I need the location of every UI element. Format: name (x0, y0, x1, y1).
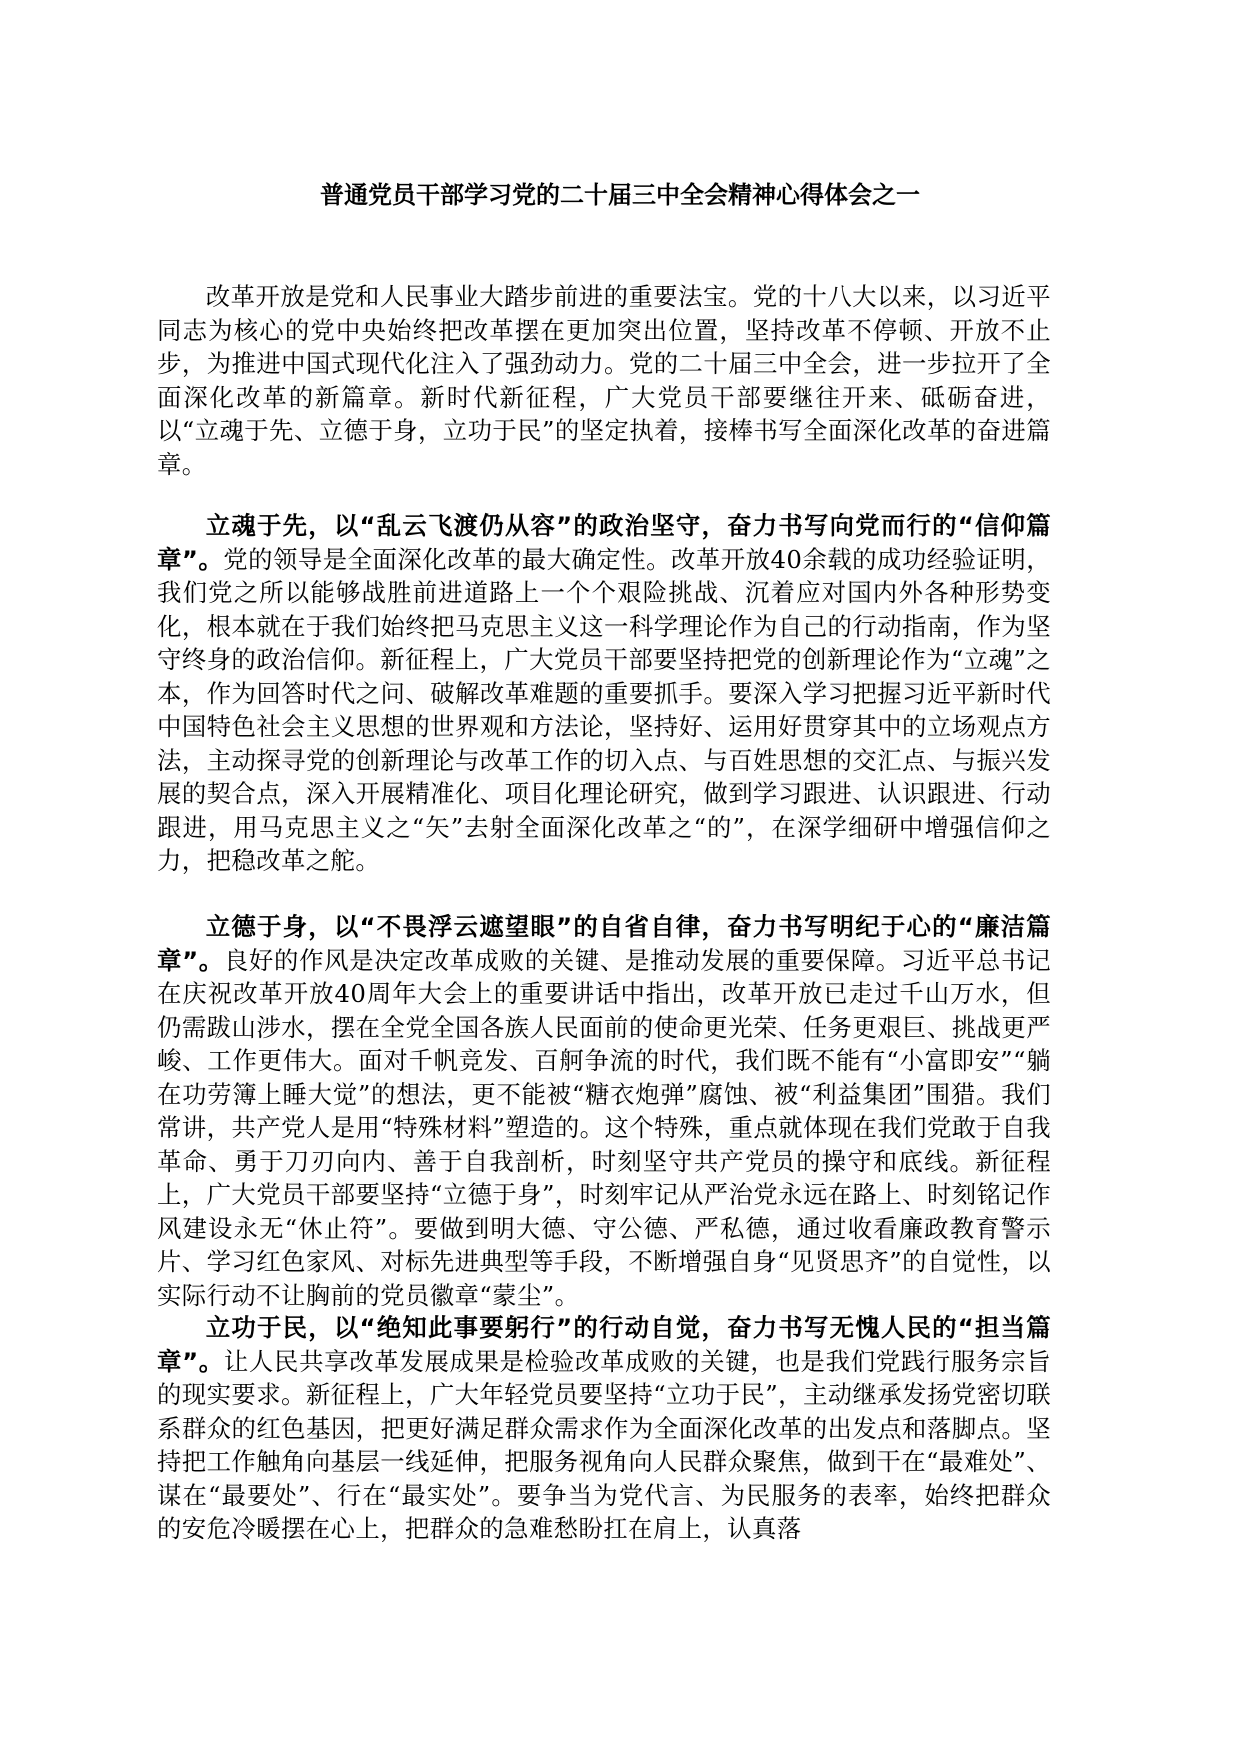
paragraph-integrity (157, 910, 1051, 1312)
paragraph-body: 党的领导是全面深化改革的最大确定性。改革开放40余载的成功经验证明，我们党之所以能够战胜前进道路上一个个艰险挑战、沉着应对国内外各种形势变化，根本就在于我们始终把马克思主义这一科学理论作为自己的行动指南，作为坚守终身的政治信仰。新征程上，广大党员干部要坚持把党的创新理论作为“立魂”之本，作为回答时代之问、破解改革难题的重要抓手。要深入学习把握习近平新时代中国特色社会主义思想的世界观和方法论，坚持好、运用好贯穿其中的立场观点方法，主动探寻党的创新理论与改革工作的切入点、与百姓思想的交汇点、与振兴发展的契合点，深入开展精准化、项目化理论研究，做到学习跟进、认识跟进、行动跟进，用马克思主义之“矢”去射全面深化改革之“的”，在深学细研中增强信仰之力，把稳改革之舵。 (157, 544, 1052, 875)
paragraph-lead: 立魂于先，以“乱云飞渡仍从容”的政治坚守，奋力书写向党而行的“信仰篇章”。 (157, 511, 1051, 574)
paragraph-body: 让人民共享改革发展成果是检验改革成败的关键，也是我们党践行服务宗旨的现实要求。新征程上，广大年轻党员要坚持“立功于民”，主动继承发扬党密切联系群众的红色基因，把更好满足群众需求作为全面深化改革的出发点和落脚点。坚持把工作触角向基层一线延伸，把服务视角向人民群众聚焦，做到干在“最难处”、谋在“最要处”、行在“最实处”。要争当为党代言、为民服务的表率，始终把群众的安危冷暖摆在心上，把群众的急难愁盼扛在肩上，认真落 (157, 1346, 1051, 1543)
paragraph-intro (157, 280, 1051, 481)
document-title: 普通党员干部学习党的二十届三中全会精神心得体会之一 (320, 181, 920, 209)
paragraph-body: 改革开放是党和人民事业大踏步前进的重要法宝。党的十八大以来，以习近平同志为核心的党中央始终把改革摆在更加突出位置，坚持改革不停顿、开放不止步，为推进中国式现代化注入了强劲动力。党的二十届三中全会，进一步拉开了全面深化改革的新篇章。新时代新征程，广大党员干部要继往开来、砥砺奋进，以“立魂于先、立德于身，立功于民”的坚定执着，接棒书写全面深化改革的奋进篇章。 (157, 282, 1051, 479)
paragraph-responsibility (157, 1311, 1051, 1546)
paragraph-body: 良好的作风是决定改革成败的关键、是推动发展的重要保障。习近平总书记在庆祝改革开放40周年大会上的重要讲话中指出，改革开放已走过千山万水，但仍需跋山涉水，摆在全党全国各族人民面前的使命更光荣、任务更艰巨、挑战更严峻、工作更伟大。面对千帆竞发、百舸争流的时代，我们既不能有“小富即安”“躺在功劳簿上睡大觉”的想法，更不能被“糖衣炮弹”腐蚀、被“利益集团”围猎。我们常讲，共产党人是用“特殊材料”塑造的。这个特殊，重点就体现在我们党敢于自我革命、勇于刀刃向内、善于自我剖析，时刻坚守共产党员的操守和底线。新征程上，广大党员干部要坚持“立德于身”，时刻牢记从严治党永远在路上、时刻铭记作风建设永无“休止符”。要做到明大德、守公德、严私德，通过收看廉政教育警示片、学习红色家风、对标先进典型等手段，不断增强自身“见贤思齐”的自觉性，以实际行动不让胸前的党员徽章“蒙尘”。 (157, 945, 1051, 1310)
paragraph-faith (157, 509, 1051, 878)
paragraph-lead: 立功于民，以“绝知此事要躬行”的行动自觉，奋力书写无愧人民的“担当篇章”。 (157, 1313, 1051, 1376)
paragraph-lead: 立德于身，以“不畏浮云遮望眼”的自省自律，奋力书写明纪于心的“廉洁篇章”。 (157, 912, 1051, 975)
